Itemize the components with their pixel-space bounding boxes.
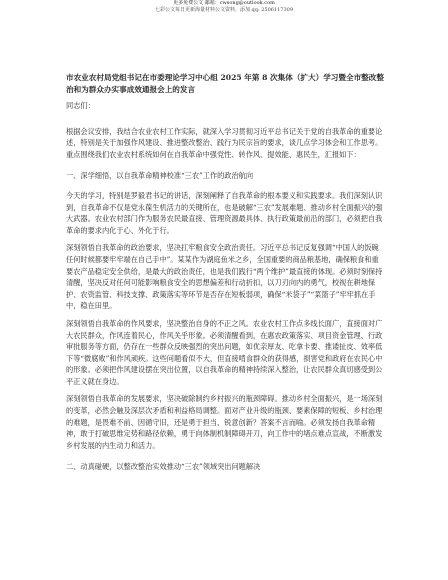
header-line-1: 更多免费公文 邮箱：cwsong@outlook.com <box>173 0 275 6</box>
greeting: 同志们： <box>66 101 95 110</box>
section-heading-1: 一、深学细悟，以自我革命精神校准“三农”工作的政治航向 <box>66 171 254 181</box>
intro-paragraph: 根据会议安排，我结合农业农村工作实际，就深入学习贯彻习近平总书记关于党的自我革命的重要论述，特别是关于加强作风建设、推进整改整治、践行为民宗旨的要求，谈几点学习体会和工作思考。重点围绕我们农业农村系统如何在自我革命中强党性、转作风、提效能、惠民生，汇报如下： <box>66 126 383 159</box>
document-title: 市农业农村局党组书记在市委理论学习中心组 2025 年第 8 次集体（扩大）学习暨全市整改整治和为群众办实事成效通报会上的发言 <box>66 73 384 94</box>
section-heading-2: 二、动真碰硬，以整改整治实效推动“三农”领域突出问题解决 <box>66 462 261 472</box>
document-body <box>66 72 384 481</box>
body-paragraph: 深刻领悟自我革命的作风要求，坚决整治自身的不正之风。农业农村工作点多线长面广，直接面对广大农民群众，作风连着民心，作风关乎形象。必须清醒看到，在惠农政策落实、项目资金管理、行政审批服务等方面，仍存在一些群众反映强烈的突出问题，如优亲厚友、吃拿卡要、推诿扯皮、效率低下等“微腐败”和作风顽疾。这些问题看似不大，但直接啃食群众的获得感，损害党和政府在农民心中的形象。必须把作风建设摆在突出位置，以自我革命的精神持续深入整治，让农民群众真切感受到公平正义就在身边。 <box>66 318 383 386</box>
header-line-2: 七彩公文每日更新海量材料公文资料，添加 qq: 2506117309 <box>154 7 294 13</box>
page-header <box>0 0 448 14</box>
body-paragraph: 深刻领悟自我革命的发展要求，坚决破除制约乡村振兴的瓶颈障碍。推动乡村全面振兴，是一场深刻的变革，必然会触及深层次矛盾和利益格局调整。面对产业升级的瓶颈、要素保障的短板、乡村治理的难题，是畏难不前、因循守旧，还是勇于担当、锐意创新？答案不言而喻。必须发扬自我革命精神，敢于打破思维定势和路径依赖，勇于向体制机制障碍开刀，向工作中的堵点难点宣战，不断激发乡村发展的内生动力和活力。 <box>66 394 383 450</box>
body-paragraph: 深刻领悟自我革命的政治要求，坚决扛牢粮食安全政治责任。习近平总书记反复强调“中国人的饭碗任何时候都要牢牢端在自己手中”。某某作为湖庭鱼米之乡，全国重要的商品粮基地，确保粮食和重要农产品稳定安全供给，是最大的政治责任，也是我们践行“两个维护”最直接的体现。必须时刻保持清醒，坚决反对任何可能影响粮食安全的思想偏差和行动折扣，以刀刃向内的勇气，校视在耕地保护、农资监管、科技支撑、政策落实等环节是否存在短板弱项，确保“米袋子”“菜篮子”牢牢抓在手中，稳在田里。 <box>66 243 383 311</box>
body-paragraph: 今天的学习，特别是罗毅君书记的讲话，深刻阐释了自我革命的根本要义和实践要求。我们深刻认识到，自我革命不仅是党永葆生机活力的关键所在，也是破解“三农”发展难题、推动乡村全面振兴的强大武器。农业农村部门作为服务农民最直接、管理资源最具体、执行政策最前沿的部门，必须把自我革命的要求内化于心、外化于行。 <box>66 190 383 235</box>
